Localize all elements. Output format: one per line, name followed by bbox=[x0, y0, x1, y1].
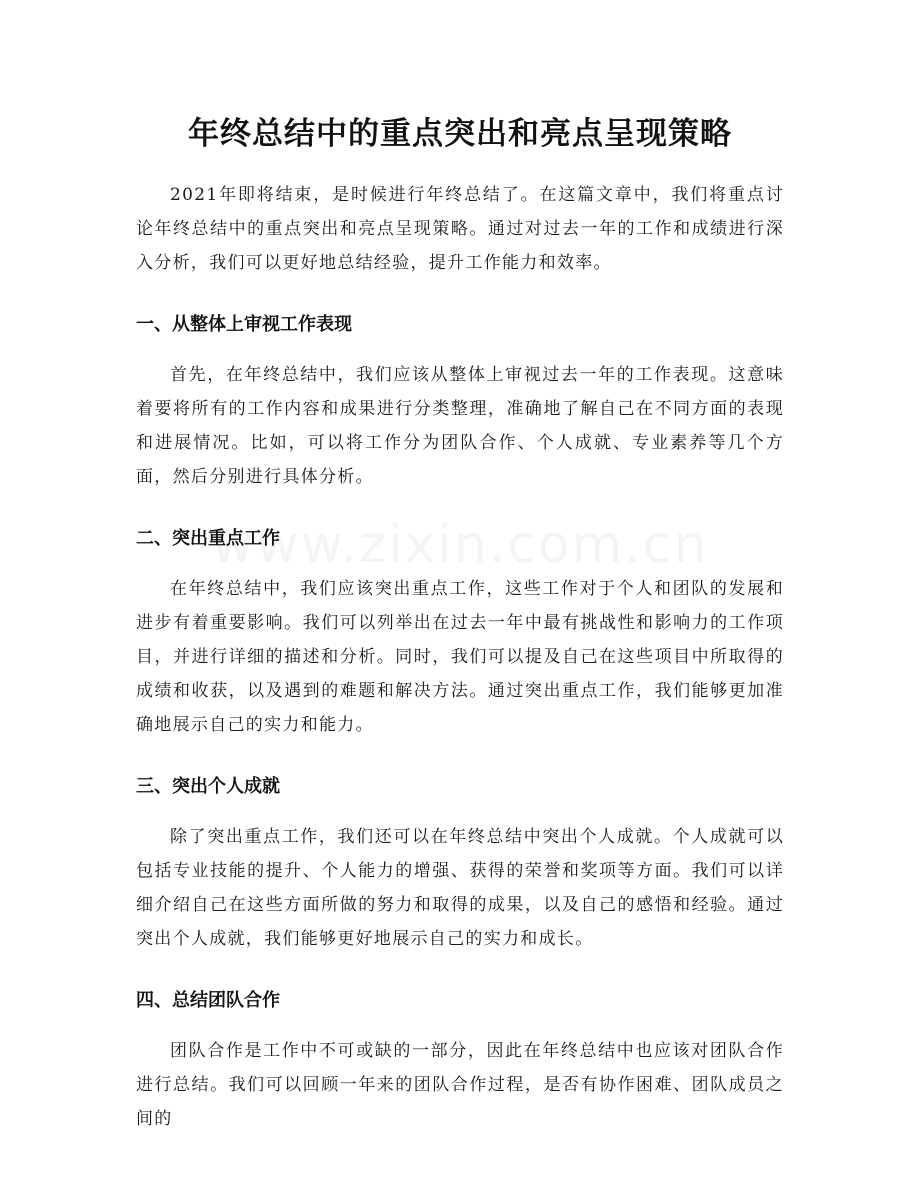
intro-paragraph: 2021年即将结束，是时候进行年终总结了。在这篇文章中，我们将重点讨论年终总结中的重点突出和亮点呈现策略。通过对过去一年的工作和成绩进行深入分析，我们可以更好地总结经验，提升工作能力和效率。 bbox=[136, 185, 784, 273]
section-heading-3: 三、突出个人成就 bbox=[136, 776, 280, 797]
section-heading-4: 四、总结团队合作 bbox=[136, 990, 280, 1011]
section-heading-2: 二、突出重点工作 bbox=[136, 528, 280, 549]
document-title: 年终总结中的重点突出和亮点呈现策略 bbox=[188, 116, 732, 152]
section-paragraph-2: 在年终总结中，我们应该突出重点工作，这些工作对于个人和团队的发展和进步有着重要影响。我们可以列举出在过去一年中最有挑战性和影响力的工作项目，并进行详细的描述和分析。同时，我们可以提及自己在这些项目中所取得的成绩和收获，以及遇到的难题和解决方法。通过突出重点工作，我们能够更加准确地展示自己的实力和能力。 bbox=[136, 579, 784, 735]
section-paragraph-4: 团队合作是工作中不可或缺的一部分，因此在年终总结中也应该对团队合作进行总结。我们可以回顾一年来的团队合作过程，是否有协作困难、团队成员之间的 bbox=[136, 1041, 784, 1129]
section-heading-1: 一、从整体上审视工作表现 bbox=[136, 314, 352, 335]
document-body bbox=[136, 178, 784, 1136]
section-paragraph-3: 除了突出重点工作，我们还可以在年终总结中突出个人成就。个人成就可以包括专业技能的提升、个人能力的增强、获得的荣誉和奖项等方面。我们可以详细介绍自己在这些方面所做的努力和取得的成果，以及自己的感悟和经验。通过突出个人成就，我们能够更好地展示自己的实力和成长。 bbox=[136, 827, 784, 949]
section-paragraph-1: 首先，在年终总结中，我们应该从整体上审视过去一年的工作表现。这意味着要将所有的工作内容和成果进行分类整理，准确地了解自己在不同方面的表现和进展情况。比如，可以将工作分为团队合作、个人成就、专业素养等几个方面，然后分别进行具体分析。 bbox=[136, 365, 784, 487]
